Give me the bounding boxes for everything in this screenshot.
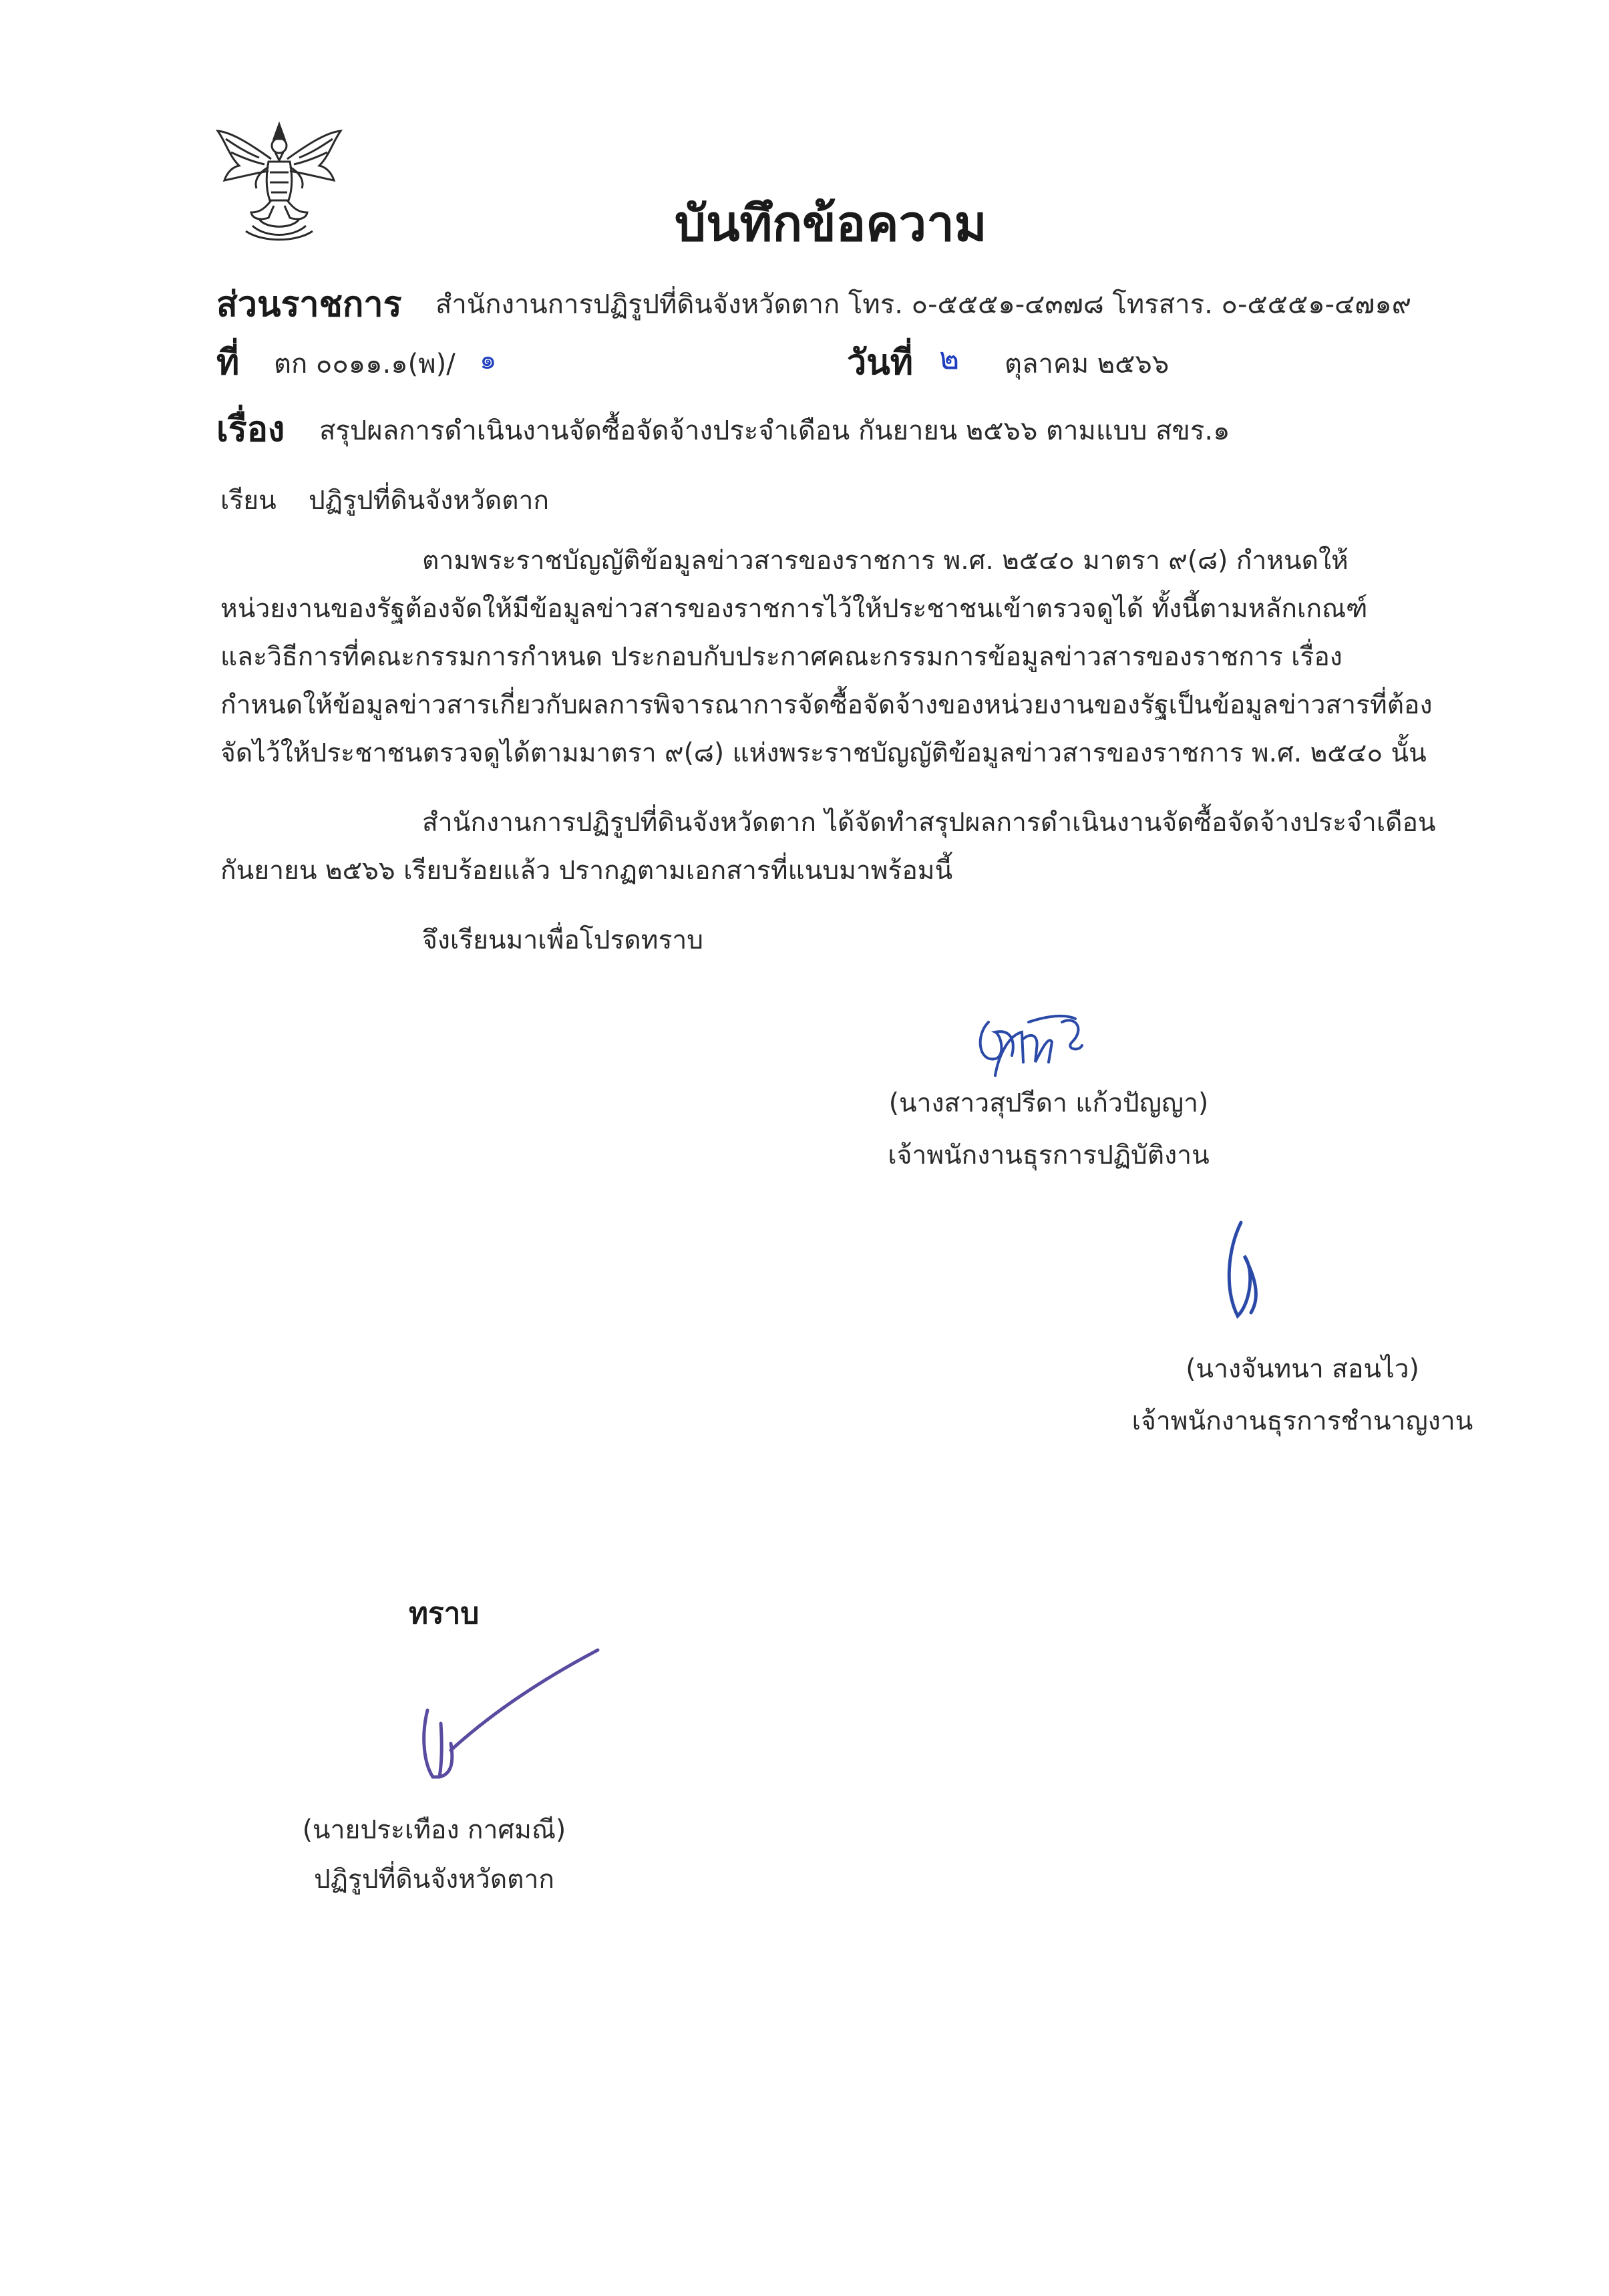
garuda-emblem <box>212 119 346 242</box>
subject-label: เรื่อง <box>216 409 285 450</box>
signatory-1-position: เจ้าพนักงานธุรการปฏิบัติงาน <box>888 1140 1210 1170</box>
document-title: บันทึกข้อความ <box>675 195 987 253</box>
signatory-2-position: เจ้าพนักงานธุรการชำนาญงาน <box>1131 1406 1473 1436</box>
salutation-text: ปฏิรูปที่ดินจังหวัดตาก <box>309 486 550 516</box>
agency-label: ส่วนราชการ <box>216 285 402 325</box>
paragraph-1-line-3: และวิธีการที่คณะกรรมการกำหนด ประกอบกับประกาศคณะกรรมการข้อมูลข่าวสารของราชการ เรื่อง <box>220 642 1343 672</box>
reference-text: ตก ๐๐๑๑.๑(พ)/ <box>274 349 456 379</box>
acknowledgment-signature <box>401 1643 614 1790</box>
reference-number-handwritten: ๑ <box>480 345 497 375</box>
salutation-label: เรียน <box>220 486 277 516</box>
agency-text: สำนักงานการปฏิรูปที่ดินจังหวัดตาก โทร. ๐-๕๕๕๑-๔๓๗๘ โทรสาร. ๐-๕๕๕๑-๔๗๑๙ <box>435 289 1412 320</box>
paragraph-1-line-4: กำหนดให้ข้อมูลข่าวสารเกี่ยวกับผลการพิจารณาการจัดซื้อจัดจ้างของหน่วยงานของรัฐเป็นข้อมูลข่าวสารที่ต้อง <box>220 690 1433 720</box>
acknowledgment-label: ทราบ <box>409 1597 480 1631</box>
subject-text: สรุปผลการดำเนินงานจัดซื้อจัดจ้างประจำเดือน กันยายน ๒๕๖๖ ตามแบบ สขร.๑ <box>319 416 1230 446</box>
paragraph-2-line-1: สำนักงานการปฏิรูปที่ดินจังหวัดตาก ได้จัดทำสรุปผลการดำเนินงานจัดซื้อจัดจ้างประจำเดือน <box>422 808 1436 838</box>
acknowledger-name: (นายประเทือง กาศมณี) <box>302 1815 566 1845</box>
paragraph-1-line-5: จัดไว้ให้ประชาชนตรวจดูได้ตามมาตรา ๙(๘) แห่งพระราชบัญญัติข้อมูลข่าวสารของราชการ พ.ศ. ๒๕๔๐ นั้น <box>220 738 1427 768</box>
reference-label: ที่ <box>216 343 240 383</box>
paragraph-1-line-2: หน่วยงานของรัฐต้องจัดให้มีข้อมูลข่าวสารของราชการไว้ให้ประชาชนเข้าตรวจดูได้ ทั้งนี้ตามหลักเกณฑ์ <box>220 594 1368 624</box>
closing-line: จึงเรียนมาเพื่อโปรดทราบ <box>422 925 704 955</box>
date-text: ตุลาคม ๒๕๖๖ <box>1005 349 1170 379</box>
paragraph-1-line-1: ตามพระราชบัญญัติข้อมูลข่าวสารของราชการ พ.ศ. ๒๕๔๐ มาตรา ๙(๘) กำหนดให้ <box>422 546 1349 576</box>
signature-2 <box>1214 1216 1274 1323</box>
paragraph-2-line-2: กันยายน ๒๕๖๖ เรียบร้อยแล้ว ปรากฏตามเอกสารที่แนบมาพร้อมนี้ <box>220 856 953 886</box>
signatory-1-name: (นางสาวสุปรีดา แก้วปัญญา) <box>888 1088 1209 1118</box>
signature-1 <box>948 995 1109 1082</box>
signatory-2-name: (นางจันทนา สอนไว) <box>1186 1354 1419 1384</box>
date-day-handwritten: ๒ <box>939 340 960 376</box>
acknowledger-position: ปฏิรูปที่ดินจังหวัดตาก <box>313 1864 554 1895</box>
date-label: วันที่ <box>847 343 914 383</box>
